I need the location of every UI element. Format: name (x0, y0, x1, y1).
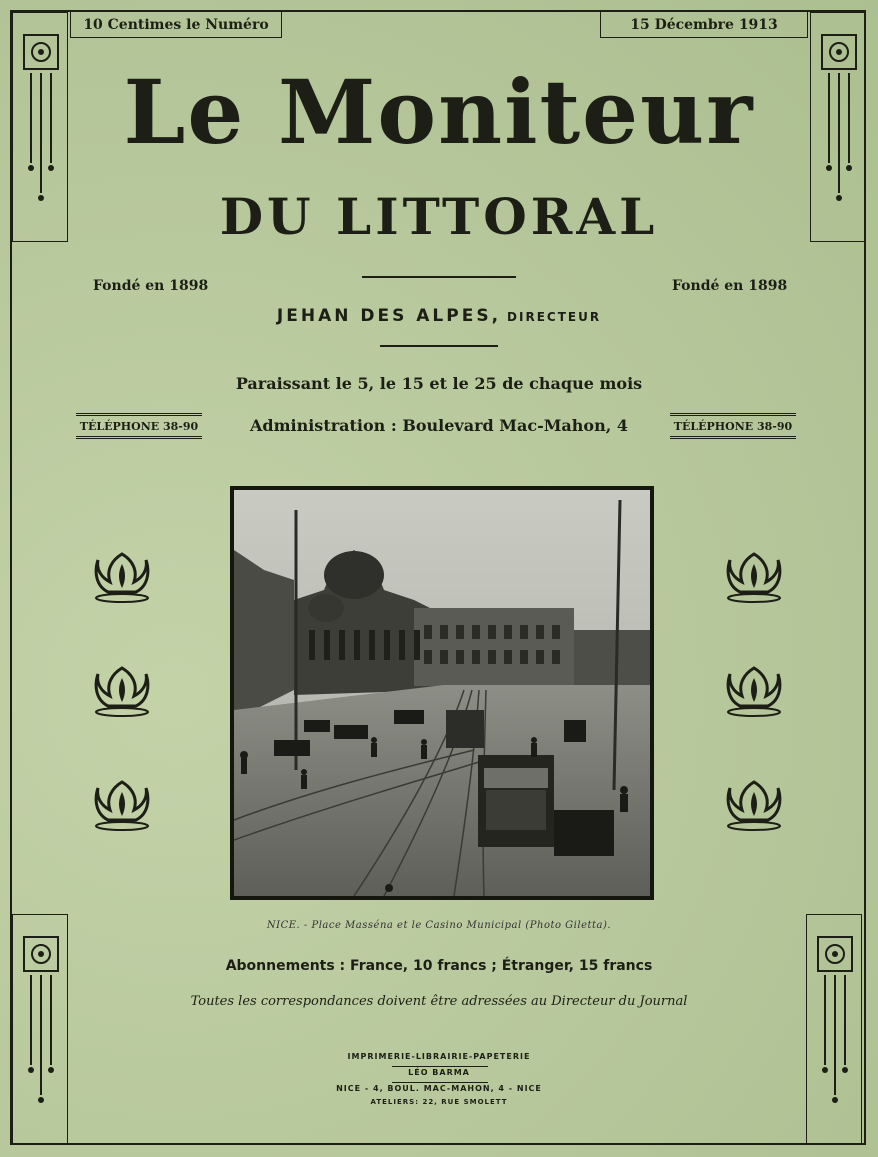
ornament-icon (13, 915, 69, 1145)
printer-line-1: IMPRIMERIE-LIBRAIRIE-PAPETERIE (347, 1052, 531, 1061)
photo-caption: NICE. - Place Masséna et le Casino Municipal (Photo Giletta). (266, 920, 612, 931)
telephone-left: TÉLÉPHONE 38-90 (79, 419, 199, 433)
price-label: 10 Centimes le Numéro (83, 16, 269, 33)
divider-rule-top (362, 276, 516, 278)
divider-rule-bottom (380, 345, 498, 347)
photo-illustration (234, 490, 650, 896)
printer-address: NICE - 4, BOUL. MAC-MAHON, 4 - NICE (336, 1084, 542, 1093)
price-box (70, 12, 282, 38)
telephone-right: TÉLÉPHONE 38-90 (673, 419, 793, 433)
masthead-title: Le Moniteur (123, 60, 755, 164)
printer-divider-1 (392, 1066, 488, 1067)
fleuron-icon (92, 776, 152, 832)
founded-left: Fondé en 1898 (93, 278, 209, 294)
printer-divider-2 (392, 1082, 488, 1083)
printer-name: LÉO BARMA (408, 1068, 470, 1077)
place-massena-photo (230, 486, 654, 900)
director-role: DIRECTEUR (507, 310, 602, 324)
subscription-prices: Abonnements : France, 10 francs ; Étranger, 15 francs (225, 958, 653, 974)
masthead-subtitle: DU LITTORAL (219, 187, 659, 246)
director-name: JEHAN DES ALPES, (276, 306, 502, 326)
fleuron-icon (724, 776, 784, 832)
fleuron-icon (92, 548, 152, 604)
corner-ornament-bottom-right (806, 914, 862, 1144)
fleuron-icon (724, 662, 784, 718)
telephone-box-right (670, 413, 796, 439)
date-box (600, 12, 808, 38)
fleuron-icon (92, 662, 152, 718)
correspondence-note: Toutes les correspondances doivent être adressées au Directeur du Journal (190, 994, 688, 1009)
ornament-icon (807, 915, 863, 1145)
administration-address: Administration : Boulevard Mac-Mahon, 4 (249, 416, 629, 435)
founded-right: Fondé en 1898 (672, 278, 788, 294)
director-line (0, 306, 878, 326)
corner-ornament-bottom-left (12, 914, 68, 1144)
fleuron-icon (724, 548, 784, 604)
issue-date: 15 Décembre 1913 (630, 16, 778, 33)
printer-workshops: ATELIERS: 22, RUE SMOLETT (370, 1098, 508, 1106)
publication-schedule: Paraissant le 5, le 15 et le 25 de chaque mois (235, 374, 643, 393)
